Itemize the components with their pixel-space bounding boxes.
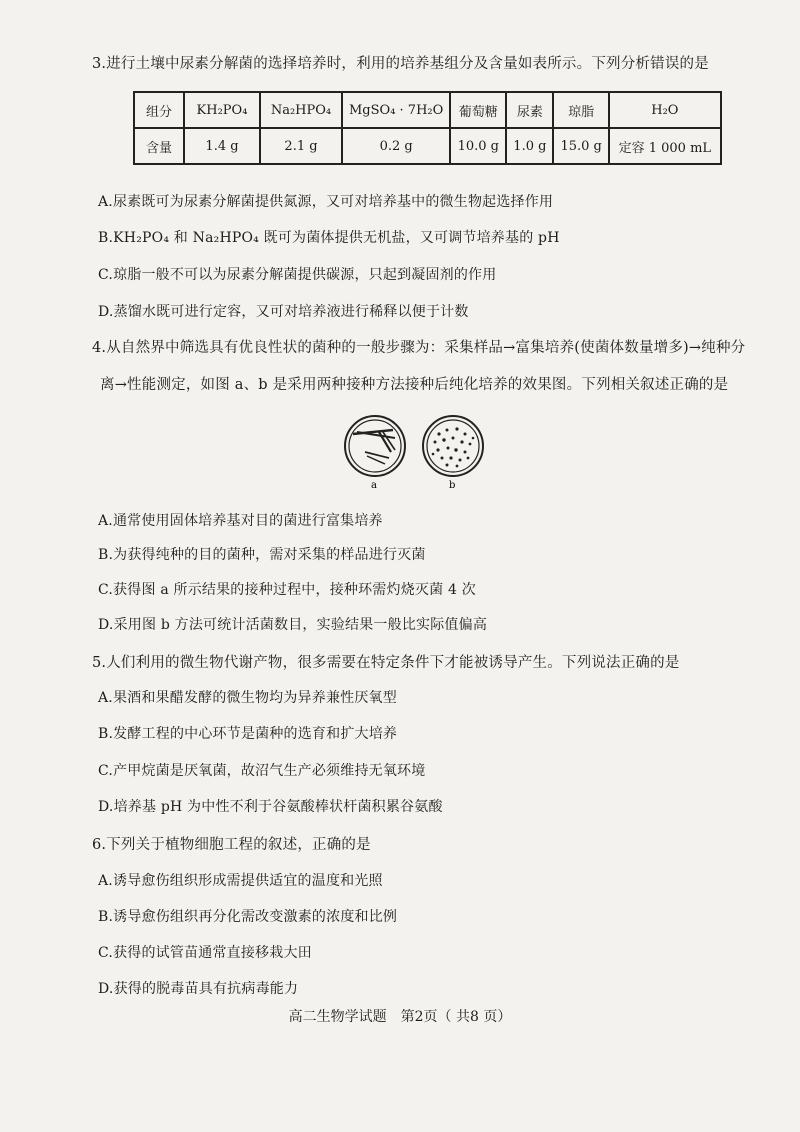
q6-option-a: A.诱导愈伤组织形成需提供适宜的温度和光照	[98, 873, 383, 889]
plate-b	[423, 416, 483, 491]
q4-option-c: C.获得图 a 所示结果的接种过程中，接种环需灼烧灭菌 4 次	[98, 582, 476, 598]
q4-option-b: B.为获得纯种的目的菌种，需对采集的样品进行灭菌	[98, 547, 426, 563]
amount-cell: 定容 1 000 mL	[609, 128, 721, 164]
table-row-amounts	[134, 128, 721, 164]
q4-stem-line1: 4.从自然界中筛选具有优良性状的菌种的一般步骤为：采集样品→富集培养(使菌体数量增多)→纯种分	[92, 340, 746, 356]
q3-media-table	[133, 91, 722, 165]
q5-option-c: C.产甲烷菌是厌氧菌，故沼气生产必须维持无氧环境	[98, 763, 426, 779]
amount-cell: 10.0 g	[450, 128, 506, 164]
plate-a	[345, 416, 405, 491]
plate-figure	[335, 412, 495, 492]
component-cell: Na₂HPO₄	[260, 92, 342, 128]
q5-option-a: A.果酒和果醋发酵的微生物均为异养兼性厌氧型	[98, 690, 397, 706]
table-row-components	[134, 92, 721, 128]
q4-stem-line2: 离→性能测定，如图 a、b 是采用两种接种方法接种后纯化培养的效果图。下列相关叙述正确的是	[100, 377, 729, 393]
amount-cell: 15.0 g	[553, 128, 608, 164]
amount-cell: 2.1 g	[260, 128, 342, 164]
q6-option-c: C.获得的试管苗通常直接移栽大田	[98, 945, 312, 961]
plate-a-label: a	[371, 480, 377, 491]
component-cell: MgSO₄ · 7H₂O	[342, 92, 450, 128]
component-cell: 葡萄糖	[450, 92, 506, 128]
component-cell: KH₂PO₄	[184, 92, 260, 128]
q6-option-b: B.诱导愈伤组织再分化需改变激素的浓度和比例	[98, 909, 398, 925]
q3-option-c: C.琼脂一般不可以为尿素分解菌提供碳源，只起到凝固剂的作用	[98, 267, 497, 283]
q4-option-a: A.通常使用固体培养基对目的菌进行富集培养	[98, 513, 383, 529]
q3-option-d: D.蒸馏水既可进行定容，又可对培养液进行稀释以便于计数	[98, 304, 469, 320]
component-cell: H₂O	[609, 92, 721, 128]
q6-option-d: D.获得的脱毒苗具有抗病毒能力	[98, 981, 299, 997]
amount-cell: 1.4 g	[184, 128, 260, 164]
q3-option-a: A.尿素既可为尿素分解菌提供氮源，又可对培养基中的微生物起选择作用	[98, 194, 554, 210]
page-footer: 高二生物学试题 第2页（ 共8 页）	[288, 1009, 512, 1025]
component-cell: 琼脂	[553, 92, 608, 128]
q5-option-d: D.培养基 pH 为中性不利于谷氨酸棒状杆菌积累谷氨酸	[98, 799, 443, 815]
amount-cell: 0.2 g	[342, 128, 450, 164]
q5-stem: 5.人们利用的微生物代谢产物，很多需要在特定条件下才能被诱导产生。下列说法正确的是	[92, 655, 680, 671]
plate-b-label: b	[449, 480, 456, 491]
q3-stem: 3.进行土壤中尿素分解菌的选择培养时，利用的培养基组分及含量如表所示。下列分析错误的是	[92, 56, 709, 72]
row-header: 组分	[134, 92, 184, 128]
component-cell: 尿素	[506, 92, 553, 128]
row-header: 含量	[134, 128, 184, 164]
amount-cell: 1.0 g	[506, 128, 553, 164]
q6-stem: 6.下列关于植物细胞工程的叙述，正确的是	[92, 837, 371, 853]
q4-option-d: D.采用图 b 方法可统计活菌数目，实验结果一般比实际值偏高	[98, 617, 488, 633]
q5-option-b: B.发酵工程的中心环节是菌种的选育和扩大培养	[98, 726, 398, 742]
colony-dots	[432, 427, 475, 467]
q3-option-b: B.KH₂PO₄ 和 Na₂HPO₄ 既可为菌体提供无机盐，又可调节培养基的 pH	[98, 230, 560, 246]
